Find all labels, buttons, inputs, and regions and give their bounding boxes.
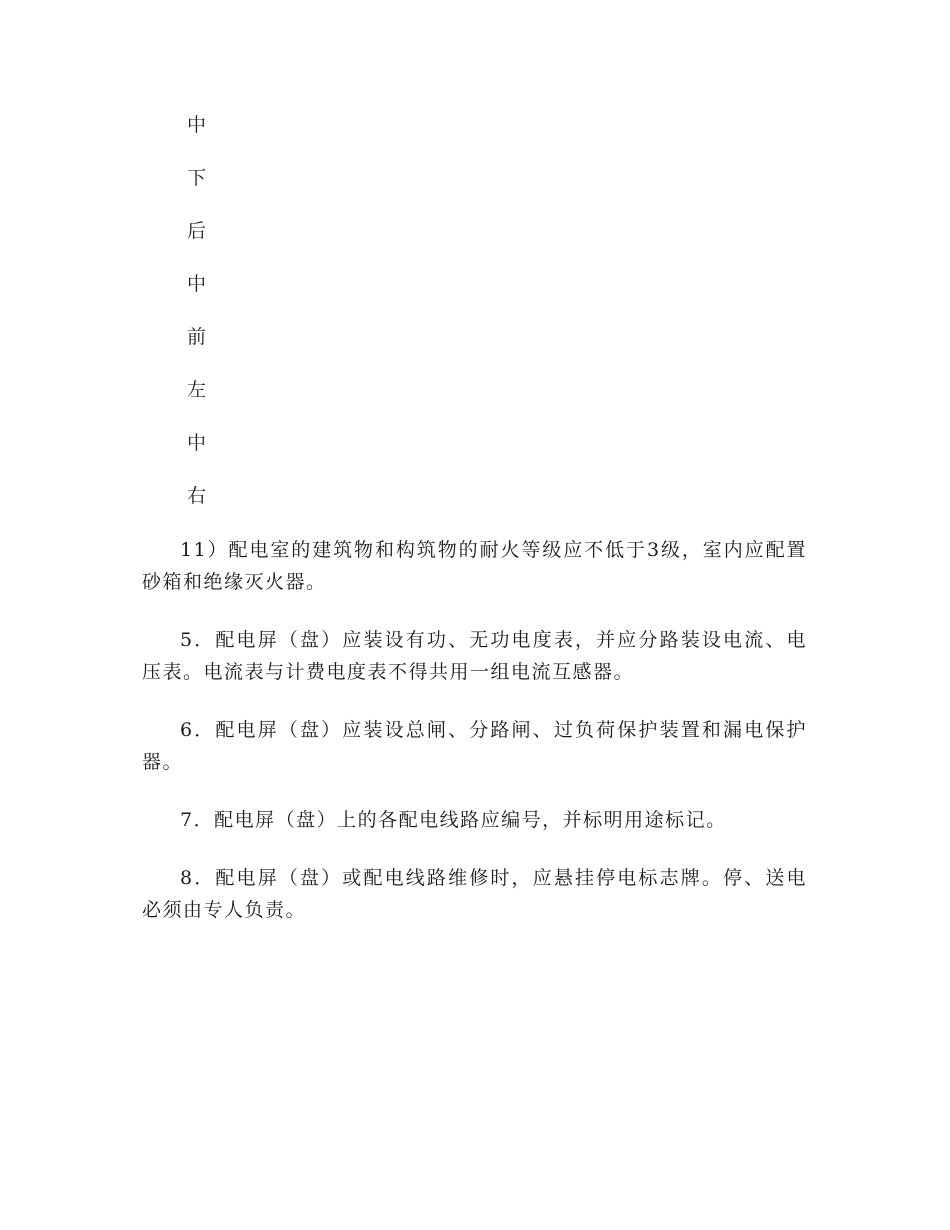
paragraph-fire-rating: 11）配电室的建筑物和构筑物的耐火等级应不低于3级，室内应配置砂箱和绝缘灭火器。 — [142, 539, 807, 593]
single-character: 中 — [187, 114, 207, 136]
paragraph-maintenance: 8．配电屏（盘）或配电线路维修时，应悬挂停电标志牌。停、送电必须由专人负责。 — [142, 867, 807, 921]
single-character: 中 — [187, 273, 207, 295]
body-text — [142, 534, 807, 952]
single-character: 前 — [187, 326, 207, 348]
paragraph-switches: 6．配电屏（盘）应装设总闸、分路闸、过负荷保护装置和漏电保护器。 — [142, 719, 807, 773]
single-character: 中 — [187, 432, 207, 454]
paragraph-line-numbering: 7．配电屏（盘）上的各配电线路应编号，并标明用途标记。 — [180, 809, 727, 831]
single-character: 右 — [187, 485, 207, 507]
single-character: 左 — [187, 379, 207, 401]
paragraph-meters: 5．配电屏（盘）应装设有功、无功电度表，并应分路装设电流、电压表。电流表与计费电度表不得共用一组电流互感器。 — [142, 629, 807, 683]
single-character: 后 — [187, 220, 207, 242]
single-character: 下 — [187, 167, 207, 189]
vertical-character-list — [187, 112, 206, 536]
